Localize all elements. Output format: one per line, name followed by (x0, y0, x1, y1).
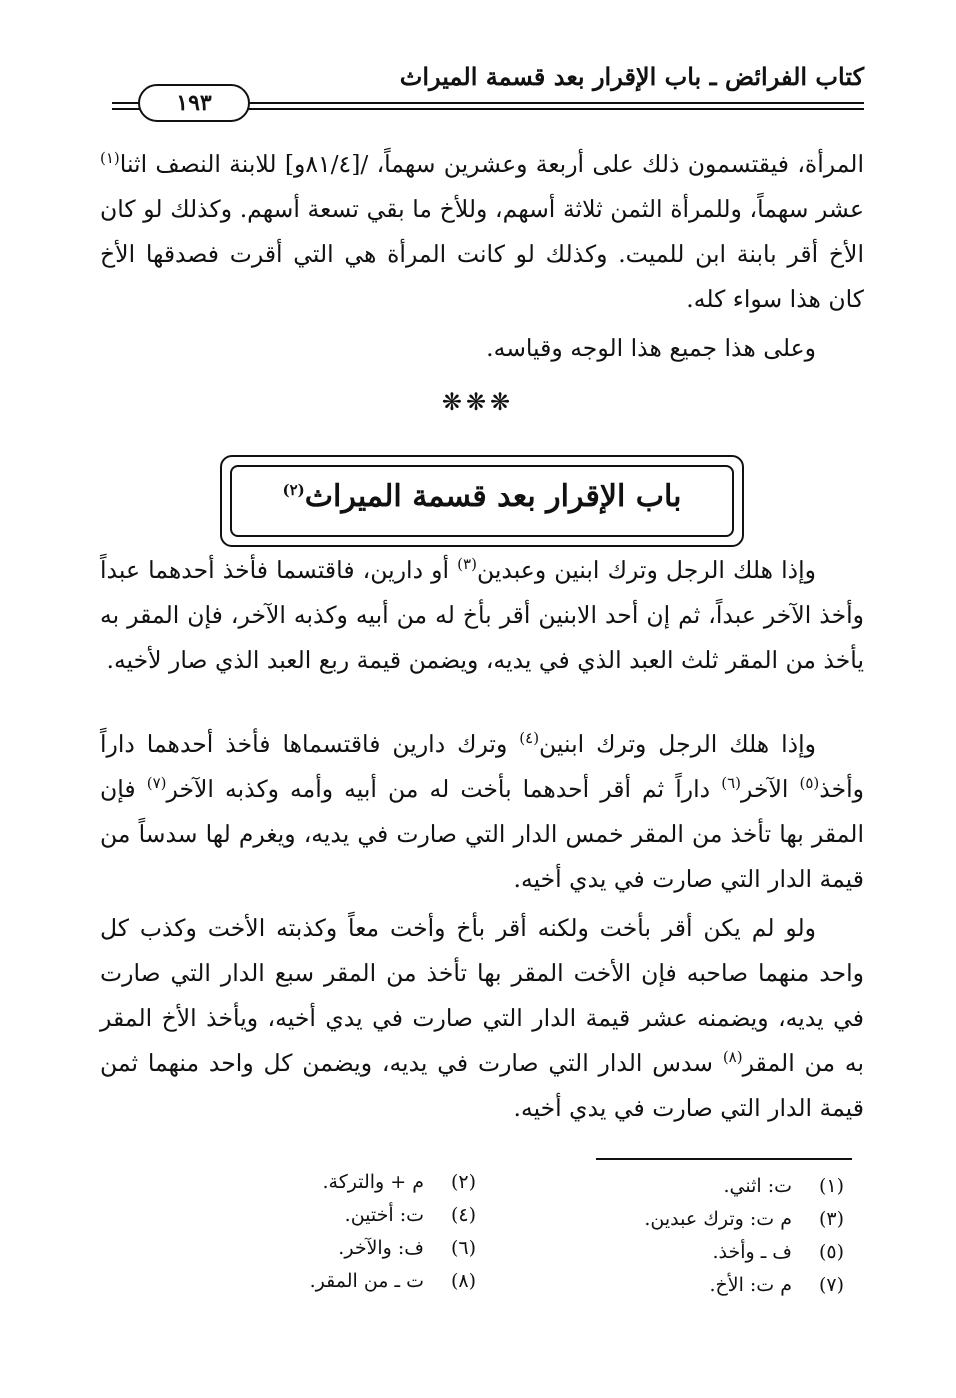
footnote-number: (١) (818, 1175, 844, 1197)
footnote-number: (٧) (818, 1274, 844, 1296)
footnote-5 (544, 1236, 844, 1269)
footnote-ref-1[interactable]: (١) (100, 149, 120, 168)
paragraph-3 (100, 548, 864, 683)
footnote-number: (٣) (818, 1208, 844, 1230)
footnote-separator (596, 1158, 852, 1160)
footnote-text: ت: اثني. (723, 1175, 792, 1197)
page-number: ١٩٣ (138, 84, 250, 122)
paragraph-2 (100, 326, 864, 371)
footnote-3 (544, 1203, 844, 1236)
chapter-title (222, 479, 742, 514)
paragraph-1 (100, 142, 864, 322)
footnote-text: م ت: وترك عبدين. (644, 1208, 792, 1230)
chapter-title-text: باب الإقرار بعد قسمة الميراث (304, 479, 682, 514)
paragraph-1-text-after: عشر سهماً، وللمرأة الثمن ثلاثة أسهم، وللأخ ما بقي تسعة أسهم. وكذلك لو كان الأخ أقر بابنة ابن للميت. وكذلك لو كانت المرأة هي التي أقرت فصدقها الأخ كان هذا سواء كله. (100, 195, 864, 313)
paragraph-3-text-a: وإذا هلك الرجل وترك ابنين وعبدين (476, 556, 816, 584)
paragraph-4 (100, 722, 864, 902)
footnote-ref-6[interactable]: (٦) (721, 774, 741, 793)
section-separator: ❋❋❋ (441, 388, 515, 416)
footnote-1 (544, 1170, 844, 1203)
footnote-4 (196, 1199, 476, 1232)
footnote-ref-5[interactable]: (٥) (799, 774, 820, 793)
footnote-ref-8[interactable]: (٨) (722, 1048, 743, 1067)
footnote-text: ف: والآخر. (338, 1237, 424, 1259)
footnote-8 (196, 1265, 476, 1298)
footnote-ref-3[interactable]: (٣) (457, 555, 477, 574)
footnote-ref-2[interactable]: (٢) (282, 481, 305, 499)
paragraph-5 (100, 906, 864, 1131)
footnote-text: م + والتركة. (322, 1171, 424, 1193)
footnote-text: م ت: الأخ. (709, 1274, 792, 1296)
footnotes-right-column (544, 1170, 844, 1302)
paragraph-2-text: وعلى هذا جميع هذا الوجه وقياسه. (486, 334, 816, 362)
paragraph-3-text-b: أو دارين، فاقتسما فأخذ أحدهما عبداً وأخذ الآخر عبداً، ثم إن أحد الابنين أقر بأخ له من أبيه وكذبه الآخر، فإن المقر به يأخذ من المقر ثلث العبد الذي في يديه، ويضمن قيمة ربع العبد الذي صار لأخيه. (100, 556, 864, 674)
chapter-title-frame (220, 455, 744, 547)
running-header: كتاب الفرائض ـ باب الإقرار بعد قسمة الميراث (399, 62, 864, 91)
footnote-ref-4[interactable]: (٤) (519, 729, 540, 748)
footnote-number: (٤) (450, 1204, 476, 1226)
paragraph-4-text-a: وإذا هلك الرجل وترك ابنين (539, 730, 816, 758)
footnote-2 (196, 1166, 476, 1199)
paragraph-4-text-d: داراً ثم أقر أحدهما بأخت له من أبيه وأمه وكذبه الآخر (166, 775, 722, 803)
paragraph-4-text-e: فإن المقر بها تأخذ من المقر خمس الدار التي صارت في يديه، ويغرم لها سدساً من قيمة الدار التي صارت في يدي أخيه. (100, 775, 864, 893)
footnote-number: (٢) (450, 1171, 476, 1193)
footnote-number: (٦) (450, 1237, 476, 1259)
footnote-number: (٥) (818, 1241, 844, 1263)
paragraph-5-text-a: ولو لم يكن أقر بأخت ولكنه أقر بأخ وأخت معاً وكذبته الأخت وكذب كل واحد منهما صاحبه فإن الأخت المقر بها تأخذ من المقر سبع الدار التي صارت في يديه، ويضمنه عشر قيمة الدار التي صارت في يدي أخيه، ويأخذ الأخ المقر به من المقر (100, 914, 864, 1077)
footnote-6 (196, 1232, 476, 1265)
footnote-text: ت: أختين. (344, 1204, 424, 1226)
footnote-7 (544, 1269, 844, 1302)
paragraph-5-text-b: سدس الدار التي صارت في يديه، ويضمن كل واحد منهما ثمن قيمة الدار التي صارت في يدي أخيه. (100, 1049, 864, 1122)
paragraph-1-text: المرأة، فيقتسمون ذلك على أربعة وعشرين سهماً، /[٨١/٤و] للابنة النصف اثنا (119, 150, 864, 178)
paragraph-4-text-b: وترك دارين فاقتسماها فأخذ أحدهما داراً وأخذ (100, 730, 865, 803)
footnote-number: (٨) (450, 1270, 476, 1292)
footnote-ref-7[interactable]: (٧) (146, 774, 167, 793)
footnotes-left-column (196, 1166, 476, 1298)
paragraph-4-text-c: الآخر (741, 775, 800, 803)
footnote-text: ت ـ من المقر. (309, 1270, 424, 1292)
footnote-text: ف ـ وأخذ. (712, 1241, 792, 1263)
